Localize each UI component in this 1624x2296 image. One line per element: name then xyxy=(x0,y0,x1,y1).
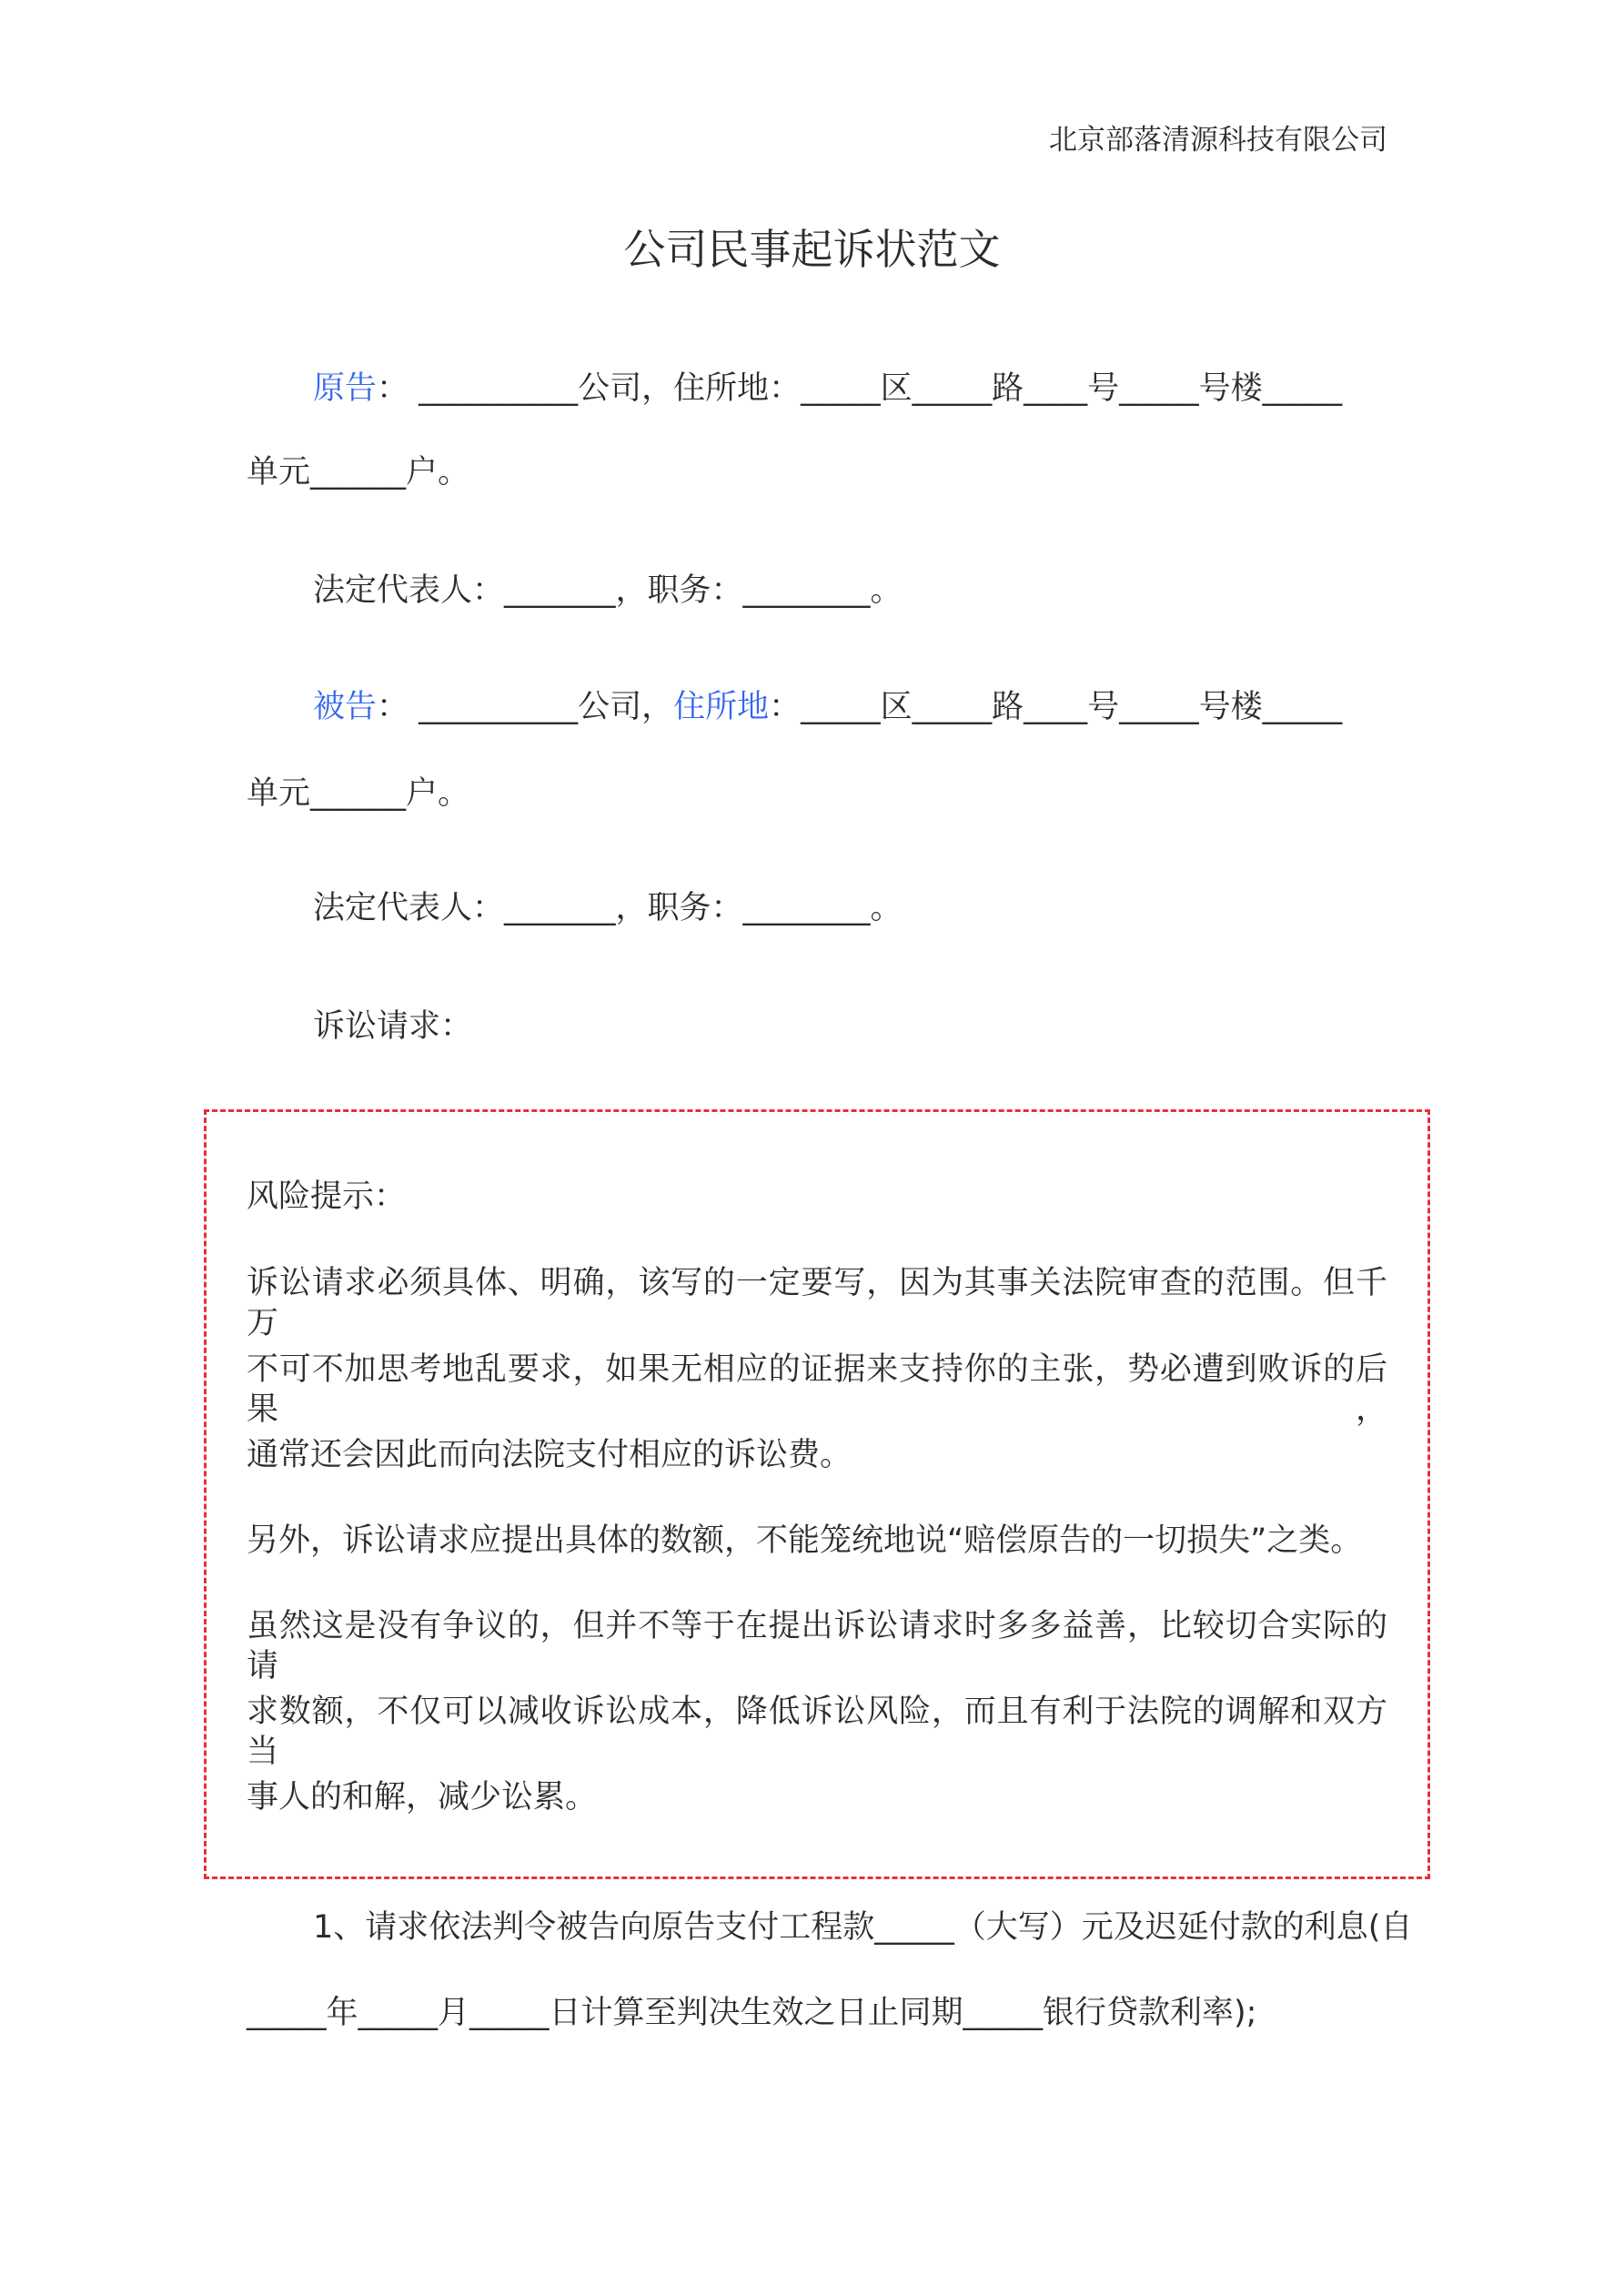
defendant-representative: 法定代表人：_______，职务：________。 xyxy=(313,890,903,926)
risk-line: 事人的和解，减少讼累。 xyxy=(247,1779,598,1816)
plaintiff-unit: 单元______户。 xyxy=(247,454,470,491)
risk-line: 另外，诉讼请求应提出具体的数额，不能笼统地说“赔偿原告的一切损失”之类。 xyxy=(247,1522,1363,1559)
claim-1-line-1: 1、请求依法判令被告向原告支付工程款_____（大写）元及迟延付款的利息(自 xyxy=(313,1909,1413,1946)
risk-line: 求数额，不仅可以减收诉讼成本，降低诉讼风险，而且有利于法院的调解和双方当 xyxy=(247,1694,1387,1770)
plaintiff-label[interactable]: 原告 xyxy=(313,370,378,407)
plaintiff-representative: 法定代表人：_______，职务：________。 xyxy=(313,572,903,609)
claims-heading: 诉讼请求： xyxy=(313,1008,473,1045)
risk-line: 虽然这是没有争议的，但并不等于在提出诉讼请求时多多益善，比较切合实际的请 xyxy=(247,1608,1387,1684)
plaintiff-line xyxy=(313,369,1342,409)
defendant-address-label[interactable]: 住所地 xyxy=(673,689,770,725)
risk-notice-box xyxy=(204,1109,1430,1879)
company-name: 北京部落清源科技有限公司 xyxy=(1049,124,1387,157)
risk-line: 不可不加思考地乱要求，如果无相应的证据来支持你的主张，势必遭到败诉的后果， xyxy=(247,1351,1387,1428)
defendant-address: ：_____区_____路____号_____号楼_____ xyxy=(769,689,1343,725)
defendant-unit: 单元______户。 xyxy=(247,775,470,812)
risk-line: 诉讼请求必须具体、明确，该写的一定要写，因为其事关法院审查的范围。但千万 xyxy=(247,1265,1387,1341)
claim-1-line-2: _____年_____月_____日计算至判决生效之日止同期_____银行贷款利率); xyxy=(247,1995,1257,2031)
page-title: 公司民事起诉状范文 xyxy=(623,225,1001,274)
risk-heading: 风险提示： xyxy=(247,1178,407,1215)
plaintiff-address: ： __________公司，住所地：_____区_____路____号_____号楼_____ xyxy=(377,370,1343,407)
defendant-label[interactable]: 被告 xyxy=(313,689,378,725)
defendant-company: ： __________公司， xyxy=(377,689,674,725)
defendant-line xyxy=(313,687,1342,727)
risk-line: 通常还会因此而向法院支付相应的诉讼费。 xyxy=(247,1437,852,1473)
